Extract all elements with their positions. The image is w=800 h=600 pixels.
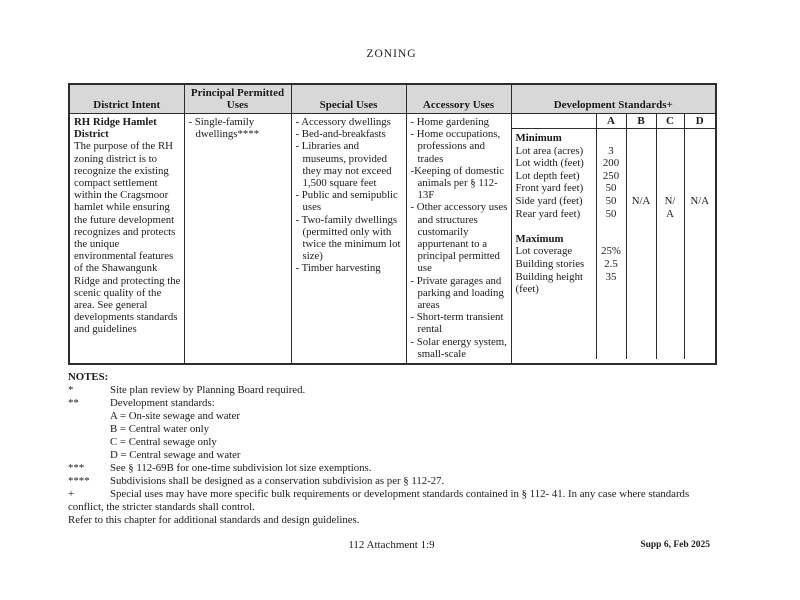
note-line [68, 449, 715, 462]
notes-heading: NOTES: [68, 371, 109, 384]
standards-value [685, 170, 716, 183]
list-item: - Private garages and parking and loading areas [410, 274, 504, 312]
notes-section [68, 371, 715, 527]
note-line [68, 384, 715, 397]
note-text: B = Central water only [110, 423, 210, 436]
standards-value: N/A [690, 194, 710, 207]
list-item: - Single-family dwellings**** [188, 116, 260, 141]
subcolumn-header-a: A [597, 114, 627, 128]
list-item: - Public and semipublic uses [295, 189, 398, 214]
note-marker: ** [68, 397, 79, 410]
note-line [68, 462, 715, 475]
standards-value: 50 [605, 182, 617, 195]
standards-value: 35 [605, 270, 617, 283]
standards-value [685, 220, 716, 233]
standards-value: 250 [602, 169, 620, 182]
standards-label [516, 220, 594, 233]
list-item: - Bed-and-breakfasts [295, 128, 386, 141]
standards-value [657, 245, 684, 258]
column-header-accessory-uses: Accessory Uses [406, 84, 511, 114]
list-item: - Home gardening [410, 116, 490, 128]
list-item: - Two-family dwellings (permitted only with twice the minimum lot size) [295, 213, 401, 263]
note-line [68, 475, 715, 488]
note-marker: *** [68, 462, 85, 475]
standards-values-column-b [627, 129, 657, 359]
standards-value [685, 245, 716, 258]
document-page [68, 0, 715, 527]
note-marker: * [68, 384, 74, 397]
standards-value [657, 283, 684, 296]
list-item: - Timber harvesting [295, 262, 381, 275]
column-header-special-uses: Special Uses [291, 84, 406, 114]
standards-value: 50 [605, 207, 617, 220]
standards-value [627, 170, 656, 183]
standards-value [685, 271, 716, 284]
standards-value [657, 258, 684, 271]
standards-label: Maximum [515, 232, 564, 245]
standards-value [685, 182, 716, 195]
list-item: - Libraries and museums, provided they may not exceed 1,500 square feet [295, 140, 392, 190]
standards-values-column-d [685, 129, 716, 359]
list-item: - Accessory dwellings [295, 116, 391, 128]
list-item: - Other accessory uses and structures customarily appurtenant to a principal permitted use [410, 201, 508, 275]
standards-value [657, 271, 684, 284]
subcolumn-header-d: D [695, 115, 704, 127]
standards-value [657, 220, 684, 233]
standards-value: 50 [605, 194, 617, 207]
column-header-principal-permitted-uses: Principal Permitted Uses [184, 84, 291, 114]
note-line [68, 410, 715, 423]
standards-value [627, 220, 656, 233]
standards-value: A [666, 207, 674, 220]
list-item: - Home occupations, professions and trades [410, 128, 501, 165]
standards-value [685, 258, 716, 271]
notes-closing-line: Refer to this chapter for additional standards and design guidelines. [68, 514, 360, 527]
development-standards-cell [511, 114, 716, 365]
standards-value [627, 271, 656, 284]
standards-value [627, 233, 656, 246]
standards-label: Rear yard feet) [515, 207, 581, 220]
standards-value [627, 283, 656, 296]
standards-value [627, 208, 656, 221]
standards-label: (feet) [515, 283, 539, 296]
standards-value [597, 220, 626, 233]
standards-value [685, 233, 716, 246]
standards-label: Building height [515, 270, 583, 283]
standards-value [627, 145, 656, 158]
note-text: Development standards: [110, 397, 215, 410]
accessory-uses-cell [406, 114, 511, 365]
standards-value [685, 157, 716, 170]
subcolumn-header-c: C [657, 114, 685, 128]
standards-label: Side yard (feet) [515, 194, 583, 207]
district-name: RH Ridge Hamlet District [74, 116, 157, 141]
standards-value [657, 170, 684, 183]
note-line [68, 397, 715, 410]
footer-attachment-number: 112 Attachment 1:9 [348, 539, 435, 551]
note-marker: + [68, 488, 75, 501]
standards-value [685, 132, 716, 145]
district-intent-cell [69, 114, 184, 365]
standards-value [597, 132, 626, 145]
principal-permitted-uses-cell [184, 114, 291, 365]
list-item: - Short-term transient rental [410, 311, 504, 336]
list-item: - Solar energy system, small-scale [410, 335, 507, 360]
standards-value [657, 145, 684, 158]
column-header-district-intent: District Intent [69, 84, 184, 114]
standards-label: Lot depth feet) [515, 169, 580, 182]
standards-value [627, 132, 656, 145]
standards-label: Front yard feet) [515, 182, 584, 195]
standards-label: Minimum [515, 132, 562, 144]
table-header-row [69, 84, 716, 114]
note-text: C = Central sewage only [110, 436, 217, 449]
note-marker: **** [68, 475, 90, 488]
note-text: A = On-site sewage and water [110, 410, 240, 423]
table-row [69, 114, 716, 365]
standards-label: Lot width (feet) [515, 157, 584, 170]
note-text: Site plan review by Planning Board required. [110, 384, 306, 397]
development-standards-grid [512, 114, 716, 359]
development-standards-body [512, 129, 716, 359]
standards-value: 25% [601, 245, 621, 258]
page-title: ZONING [366, 48, 417, 60]
standards-value [597, 283, 626, 296]
standards-label: Building stories [515, 257, 585, 270]
standards-value [657, 182, 684, 195]
standards-value [657, 132, 684, 145]
standards-value: N/A [631, 194, 651, 207]
standards-value [685, 145, 716, 158]
note-text: See § 112-69B for one-time subdivision lot size exemptions. [110, 462, 372, 475]
list-item: -Keeping of domestic animals per § 112-13F [410, 164, 505, 202]
standards-label-column [512, 129, 597, 359]
zoning-table [68, 83, 717, 365]
district-description: The purpose of the RH zoning district is to recognize the existing compact settlement within the Cragsmoor hamlet while ensuring the future development recognizes and protects the unique environmental features of the Shawangunk Ridge and protecting the scenic quality of the area. See general developments standards and guidelines [74, 140, 181, 336]
standards-value [685, 208, 716, 221]
note-text: Special uses may have more specific bulk requirements or development standards contained in § 112- 41. In any case where standards conflict, the stricter standards shall control. [68, 488, 690, 514]
development-standards-subheader-row [512, 114, 716, 129]
note-line [68, 488, 715, 514]
note-text: Subdivisions shall be designed as a conservation subdivision as per § 112-27. [110, 475, 445, 488]
standards-value [627, 157, 656, 170]
note-line [68, 436, 715, 449]
special-uses-cell [291, 114, 406, 365]
standards-value: 3 [608, 144, 614, 157]
standards-value [597, 233, 626, 246]
standards-value: 2.5 [604, 257, 618, 270]
note-text: D = Central sewage and water [110, 449, 241, 462]
standards-value [657, 233, 684, 246]
footer-supplement-date: Supp 6, Feb 2025 [640, 540, 710, 550]
standards-value [685, 283, 716, 296]
standards-label: Lot area (acres) [515, 144, 584, 157]
standards-values-column-c [657, 129, 685, 359]
standards-value [627, 182, 656, 195]
column-header-development-standards: Development Standards+ [511, 84, 716, 114]
standards-value [627, 258, 656, 271]
note-line [68, 423, 715, 436]
standards-value [657, 157, 684, 170]
subcolumn-header-blank [512, 114, 597, 128]
standards-value [627, 245, 656, 258]
standards-value: N/ [664, 194, 676, 207]
standards-value: 200 [602, 157, 620, 170]
standards-values-column-a [597, 129, 627, 359]
standards-label: Lot coverage [515, 245, 573, 258]
subcolumn-header-b: B [627, 114, 657, 128]
